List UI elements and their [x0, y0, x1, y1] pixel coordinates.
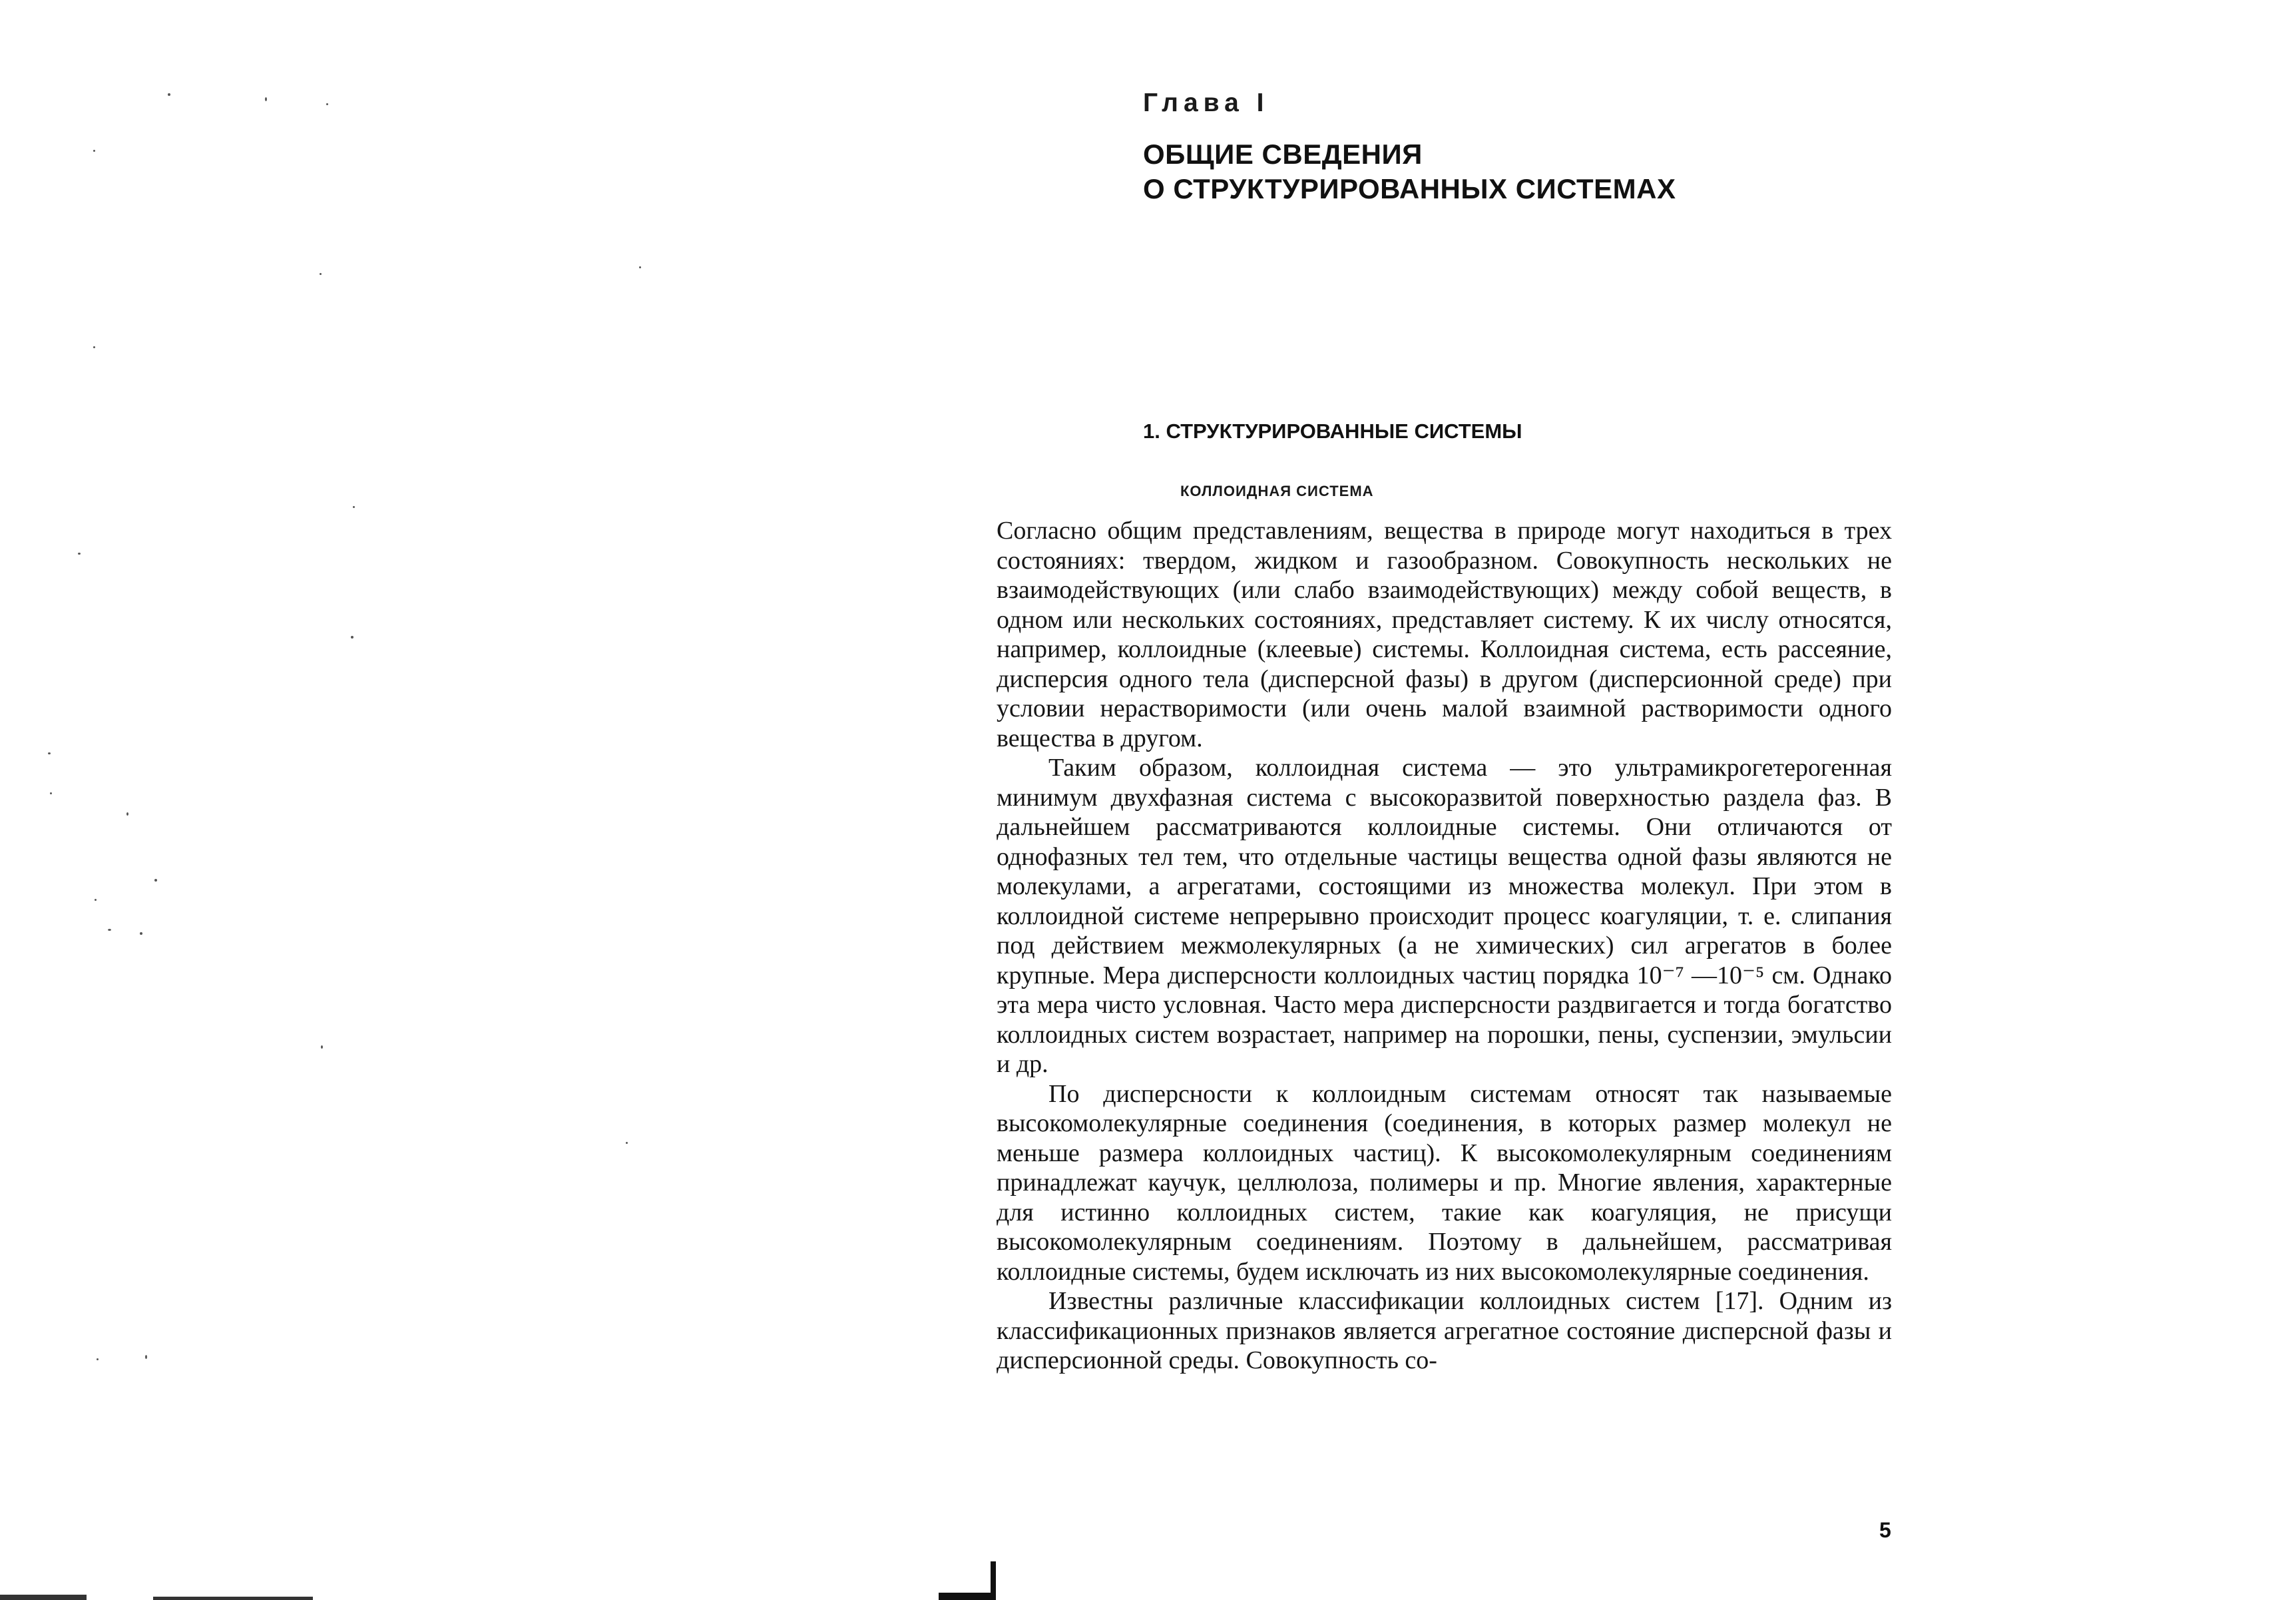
chapter-title-line-1: ОБЩИЕ СВЕДЕНИЯ: [1143, 138, 1423, 170]
paragraph: Согласно общим представлениям, вещества в природе могут находиться в трех состояниях: твердом, жидком и газообразном. Совокупность нескольких не взаимодействующих (или слабо взаимодействующих) между собой веществ, в одном или нескольких состояниях, представляет систему. К их числу относятся, например, коллоидные (клеевые) системы. Коллоидная система, есть рассеяние, дисперсия одного тела (дисперсной фазы) в другом (дисперсионной среде) при условии нерастворимости (или очень малой взаимной растворимости одного вещества в другом.: [997, 517, 1892, 752]
scan-speck: [93, 346, 95, 348]
paragraph: Известны различные классификации коллоидных систем [17]. Одним из классификационных признаков является агрегатное состояние дисперсной фазы и дисперсионной среды. Совокупность со-: [997, 1287, 1892, 1374]
scan-speck: [140, 932, 142, 935]
scan-speck: [320, 273, 322, 275]
paragraph: По дисперсности к коллоидным системам относят так называемые высокомолекулярные соединения (соединения, в которых размер молекул не меньше размера коллоидных частиц). К высокомолекулярным соединениям принадлежат каучук, целлюлоза, полимеры и пр. Многие явления, характерные для истинно коллоидных систем, такие как коагуляция, не присущи высокомолекулярным соединениям. Поэтому в дальнейшем, рассматривая коллоидные системы, будем исключать из них высокомолекулярные соединения.: [997, 1079, 1892, 1286]
scan-speck: [351, 636, 353, 639]
scan-speck: [321, 1045, 323, 1049]
scan-speck: [108, 929, 111, 931]
scan-speck: [145, 1355, 147, 1359]
scan-speck: [626, 1142, 628, 1144]
scan-speck: [168, 93, 170, 96]
binding-gutter-foot: [939, 1593, 996, 1600]
scan-speck: [48, 752, 51, 754]
section-title: 1. СТРУКТУРИРОВАННЫЕ СИСТЕМЫ: [1143, 419, 1522, 443]
scan-speck: [326, 103, 328, 105]
paragraph: Таким образом, коллоидная система — это ультрамикрогетерогенная минимум двухфазная система с высокоразвитой поверхностью раздела фаз. В дальнейшем рассматриваются коллоидные системы. Они отличаются от однофазных тел тем, что отдельные частицы вещества одной фазы являются не молекулами, а агрегатами, состоящими из множества молекул. При этом в коллоидной системе непрерывно происходит процесс коагуляции, т. е. слипания под действием межмолекулярных (а не химических) сил агрегатов в более крупные. Мера дисперсности коллоидных частиц порядка 10⁻⁷ —10⁻⁵ см. Однако эта мера чисто условная. Часто мера дисперсности раздвигается и тогда богатство коллоидных систем возрастает, например на порошки, пены, суспензии, эмульсии и др.: [997, 754, 1892, 1078]
scan-edge-shadow: [153, 1597, 313, 1600]
page-number: 5: [1879, 1518, 1891, 1542]
scan-edge-shadow: [0, 1595, 87, 1600]
chapter-label: Глава I: [1143, 89, 1269, 117]
left-blank-page: [0, 0, 959, 1600]
chapter-title-line-2: О СТРУКТУРИРОВАННЫХ СИСТЕМАХ: [1143, 173, 1676, 204]
subsection-title: КОЛЛОИДНАЯ СИСТЕМА: [1180, 483, 1374, 499]
scan-speck: [265, 97, 267, 101]
scan-speck: [353, 506, 355, 508]
body-text: [997, 516, 1892, 1376]
scan-speck: [95, 899, 97, 901]
scan-speck: [78, 553, 81, 555]
scan-speck: [97, 1358, 99, 1360]
scan-speck: [154, 879, 157, 882]
chapter-title: [1143, 137, 1676, 206]
scan-speck: [126, 812, 128, 816]
scan-speck: [50, 792, 52, 794]
scan-speck: [93, 150, 95, 152]
scan-speck: [639, 266, 641, 268]
